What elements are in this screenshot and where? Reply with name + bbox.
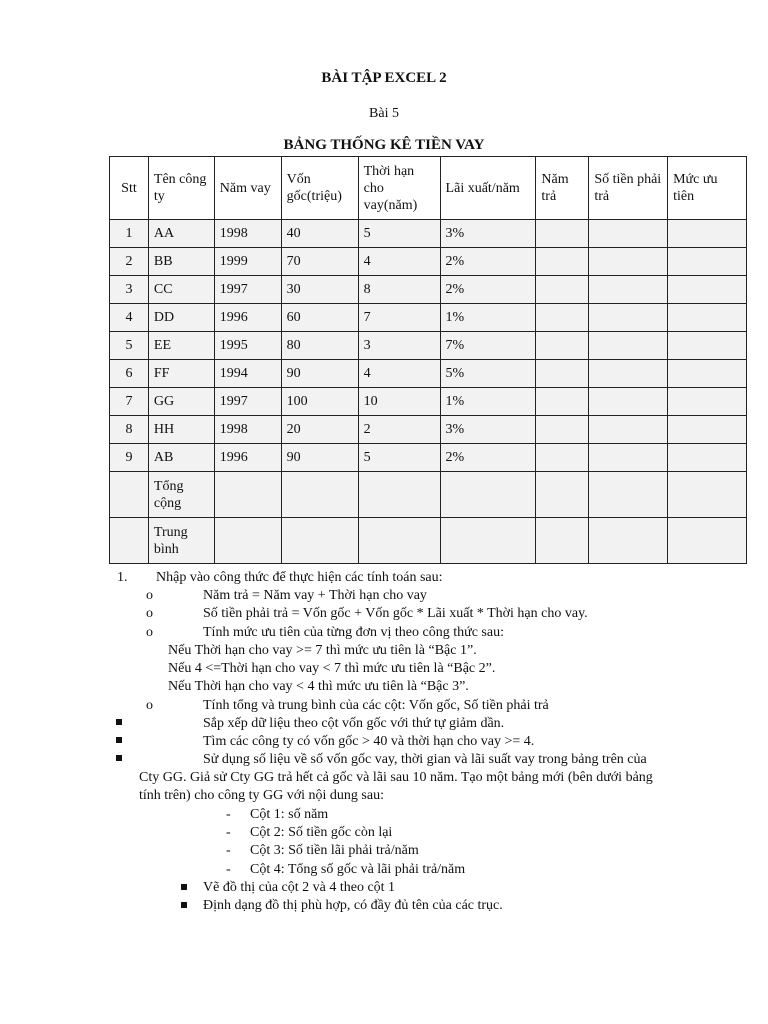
table-cell [668,416,747,444]
table-cell [668,472,747,518]
table-cell: 4 [110,304,149,332]
list-marker: o [146,698,153,713]
priority-rule: Nếu 4 <=Thời hạn cho vay < 7 thì mức ưu tiên là “Bậc 2”. [168,661,496,676]
table-cell: BB [148,248,214,276]
header-cell: Số tiền phải trả [589,157,668,220]
table-cell [589,388,668,416]
list-marker: - [226,825,231,840]
table-row [110,248,747,276]
table-cell: EE [148,332,214,360]
table-cell: 90 [281,360,358,388]
table-cell: 1999 [214,248,281,276]
header-cell: Mức ưu tiên [668,157,747,220]
table-cell [358,472,440,518]
table-cell: 7 [358,304,440,332]
instruction-item: Nhập vào công thức để thực hiện các tính toán sau: [156,570,443,585]
table-cell [589,248,668,276]
list-marker: o [146,625,153,640]
priority-rule: Nếu Thời hạn cho vay < 4 thì mức ưu tiên là “Bậc 3”. [168,679,469,694]
table-cell [668,248,747,276]
table-cell [536,304,589,332]
table-cell: 60 [281,304,358,332]
table-cell: 70 [281,248,358,276]
list-marker: - [226,807,231,822]
instruction-subitem: Tính mức ưu tiên của từng đơn vị theo công thức sau: [203,625,504,640]
table-row [110,276,747,304]
instruction-bullet: Sắp xếp dữ liệu theo cột vốn gốc với thứ tự giảm dần. [203,716,505,731]
table-cell [668,304,747,332]
table-cell: GG [148,388,214,416]
table-cell [536,444,589,472]
table-cell: 1% [440,304,536,332]
table-cell: 2 [358,416,440,444]
table-cell: 1998 [214,220,281,248]
header-cell: Tên công ty [148,157,214,220]
table-row-average [110,518,747,564]
square-bullet-icon [181,902,187,908]
table-cell [589,444,668,472]
table-cell [440,472,536,518]
column-description: Cột 2: Số tiền gốc còn lại [250,825,393,840]
table-row-total [110,472,747,518]
table-cell: 9 [110,444,149,472]
table-cell: AB [148,444,214,472]
square-bullet-icon [116,737,122,743]
table-cell [589,416,668,444]
header-cell: Năm trả [536,157,589,220]
table-cell: 3 [358,332,440,360]
table-cell [536,332,589,360]
table-cell: 8 [110,416,149,444]
table-cell [214,472,281,518]
table-cell: 2 [110,248,149,276]
table-cell: 1995 [214,332,281,360]
doc-subtitle: Bài 5 [369,106,399,121]
table-cell [668,220,747,248]
table-cell [536,220,589,248]
table-row [110,416,747,444]
table-cell: 1997 [214,276,281,304]
table-row [110,360,747,388]
table-cell [589,220,668,248]
table-row [110,444,747,472]
table-cell: 7% [440,332,536,360]
table-cell: 5 [110,332,149,360]
table-cell: 30 [281,276,358,304]
table-cell: 5% [440,360,536,388]
table-cell [110,472,149,518]
table-cell: 2% [440,248,536,276]
table-cell [440,518,536,564]
table-title: BẢNG THỐNG KÊ TIỀN VAY [283,137,485,153]
table-header-row [110,157,747,220]
table-row [110,220,747,248]
table-cell [589,276,668,304]
table-row [110,332,747,360]
instruction-bullet: Sử dụng số liệu về số vốn gốc vay, thời gian và lãi suất vay trong bảng trên của Cty GG. Giả sử Cty GG trả hết cả gốc và lãi sau 10 năm. Tạo một bảng mới (bên dưới bảng tính trên) cho công ty GG với nội dung sau: [139,752,653,803]
header-cell: Lãi xuất/năm [440,157,536,220]
table-cell [536,416,589,444]
table-cell: 1% [440,388,536,416]
chart-instruction: Định dạng đồ thị phù hợp, có đầy đủ tên của các trục. [203,898,503,913]
table-cell: 1 [110,220,149,248]
instruction-subitem: Tính tổng và trung bình của các cột: Vốn gốc, Số tiền phải trả [203,698,549,713]
header-cell: Vốn gốc(triệu) [281,157,358,220]
table-cell [281,518,358,564]
table-cell: CC [148,276,214,304]
list-marker: o [146,588,153,603]
instruction-bullet: Tìm các công ty có vốn gốc > 40 và thời hạn cho vay >= 4. [203,734,535,749]
table-cell [589,360,668,388]
table-cell [589,472,668,518]
table-cell [668,518,747,564]
instruction-subitem: Số tiền phải trả = Vốn gốc + Vốn gốc * Lãi xuất * Thời hạn cho vay. [203,606,588,621]
header-cell: Stt [110,157,149,220]
total-label: Tổng cộng [148,472,214,518]
table-cell: 3% [440,416,536,444]
table-cell: 7 [110,388,149,416]
table-cell [536,518,589,564]
table-cell [589,304,668,332]
table-cell [536,360,589,388]
table-cell: 1998 [214,416,281,444]
square-bullet-icon [116,719,122,725]
table-cell: HH [148,416,214,444]
table-cell: 90 [281,444,358,472]
doc-title: BÀI TẬP EXCEL 2 [321,70,447,86]
table-cell [536,276,589,304]
square-bullet-icon [181,884,187,890]
priority-rule: Nếu Thời hạn cho vay >= 7 thì mức ưu tiên là “Bậc 1”. [168,643,477,658]
table-cell [358,518,440,564]
list-marker: - [226,843,231,858]
table-cell: 1994 [214,360,281,388]
table-cell: FF [148,360,214,388]
table-cell [589,332,668,360]
table-cell: 1996 [214,304,281,332]
table-cell [281,472,358,518]
loan-table [109,156,747,564]
table-cell [668,332,747,360]
list-marker: - [226,862,231,877]
table-cell: 2% [440,276,536,304]
table-cell [589,518,668,564]
table-cell: AA [148,220,214,248]
table-cell [110,518,149,564]
table-cell: 6 [110,360,149,388]
average-label: Trung bình [148,518,214,564]
table-cell: 100 [281,388,358,416]
table-cell: 5 [358,220,440,248]
table-cell: 1997 [214,388,281,416]
table-cell: 80 [281,332,358,360]
header-cell: Năm vay [214,157,281,220]
table-cell [668,444,747,472]
square-bullet-icon [116,755,122,761]
list-number: 1. [117,570,128,585]
list-marker: o [146,606,153,621]
table-cell [536,388,589,416]
table-cell [668,276,747,304]
table-cell: 4 [358,360,440,388]
table-cell: DD [148,304,214,332]
header-cell: Thời hạn cho vay(năm) [358,157,440,220]
table-cell: 4 [358,248,440,276]
table-cell: 8 [358,276,440,304]
table-cell: 2% [440,444,536,472]
table-cell [668,360,747,388]
table-row [110,388,747,416]
table-cell: 40 [281,220,358,248]
table-cell [214,518,281,564]
table-cell [536,248,589,276]
instruction-subitem: Năm trả = Năm vay + Thời hạn cho vay [203,588,427,603]
column-description: Cột 4: Tổng số gốc và lãi phải trả/năm [250,862,466,877]
table-cell [668,388,747,416]
table-cell: 5 [358,444,440,472]
chart-instruction: Vẽ đồ thị của cột 2 và 4 theo cột 1 [203,880,396,895]
table-cell: 20 [281,416,358,444]
table-cell: 3 [110,276,149,304]
column-description: Cột 3: Số tiền lãi phải trả/năm [250,843,419,858]
table-cell: 3% [440,220,536,248]
table-row [110,304,747,332]
table-cell: 10 [358,388,440,416]
table-cell: 1996 [214,444,281,472]
column-description: Cột 1: số năm [250,807,329,822]
table-cell [536,472,589,518]
